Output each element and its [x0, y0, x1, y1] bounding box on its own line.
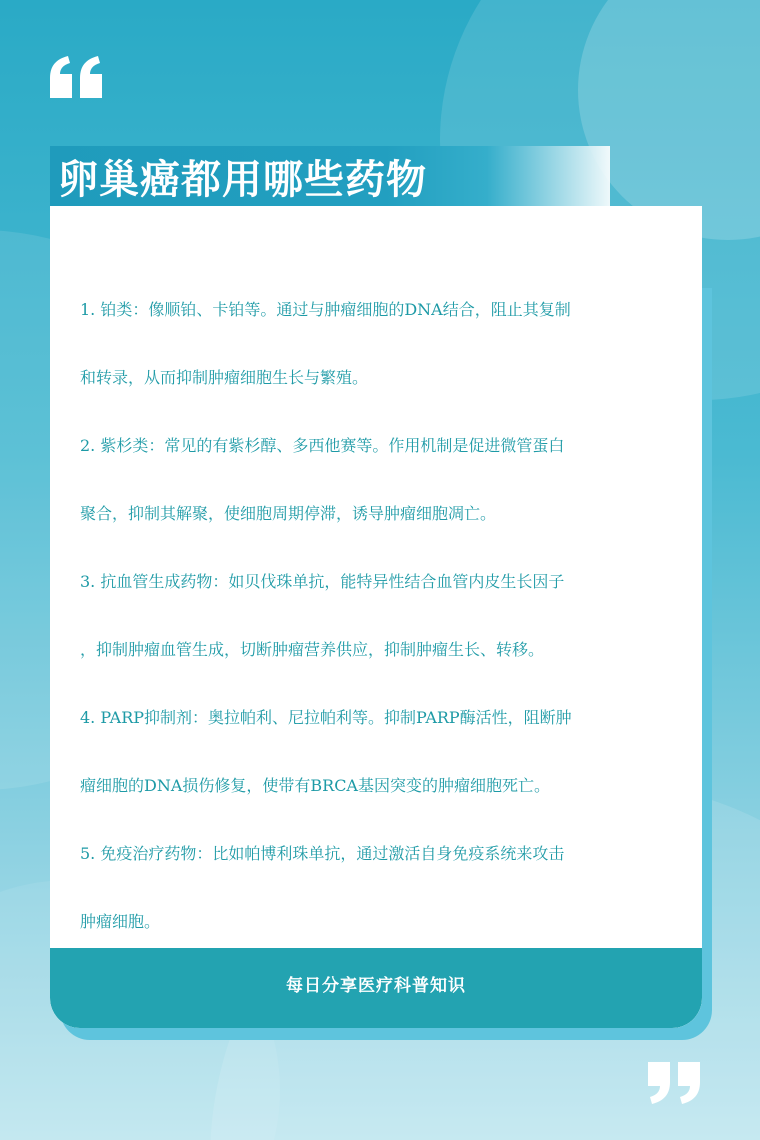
list-item-text: 和转录，从而抑制肿瘤细胞生长与繁殖。: [80, 368, 369, 387]
drug-list: [80, 268, 680, 948]
list-item-text: 3. 抗血管生成药物：如贝伐珠单抗，能特异性结合血管内皮生长因子: [80, 572, 565, 591]
list-item-text: 瘤细胞的DNA损伤修复，使带有BRCA基因突变的肿瘤细胞死亡。: [80, 776, 550, 795]
list-item: [80, 676, 680, 812]
list-item: [80, 268, 680, 404]
list-item-text: 5. 免疫治疗药物：比如帕博利珠单抗，通过激活自身免疫系统来攻击: [80, 844, 565, 863]
list-item-text: 1. 铂类：像顺铂、卡铂等。通过与肿瘤细胞的DNA结合，阻止其复制: [80, 300, 571, 319]
content-card: [50, 206, 702, 1028]
list-item-text: 2. 紫杉类：常见的有紫杉醇、多西他赛等。作用机制是促进微管蛋白: [80, 436, 565, 455]
list-item: [80, 540, 680, 676]
page-title: 卵巢癌都用哪些药物: [58, 157, 427, 203]
list-item-text: 聚合，抑制其解聚，使细胞周期停滞，诱导肿瘤细胞凋亡。: [80, 504, 497, 523]
footer-banner: 每日分享医疗科普知识: [50, 948, 702, 1028]
list-item-text: 肿瘤细胞。: [80, 912, 161, 931]
list-item: [80, 812, 680, 948]
quote-open-icon: [48, 56, 104, 98]
quote-close-icon: [646, 1062, 702, 1104]
list-item-text: 4. PARP抑制剂：奥拉帕利、尼拉帕利等。抑制PARP酶活性，阻断肿: [80, 708, 572, 727]
list-item: [80, 404, 680, 540]
list-item-text: ，抑制肿瘤血管生成，切断肿瘤营养供应，抑制肿瘤生长、转移。: [80, 640, 545, 659]
